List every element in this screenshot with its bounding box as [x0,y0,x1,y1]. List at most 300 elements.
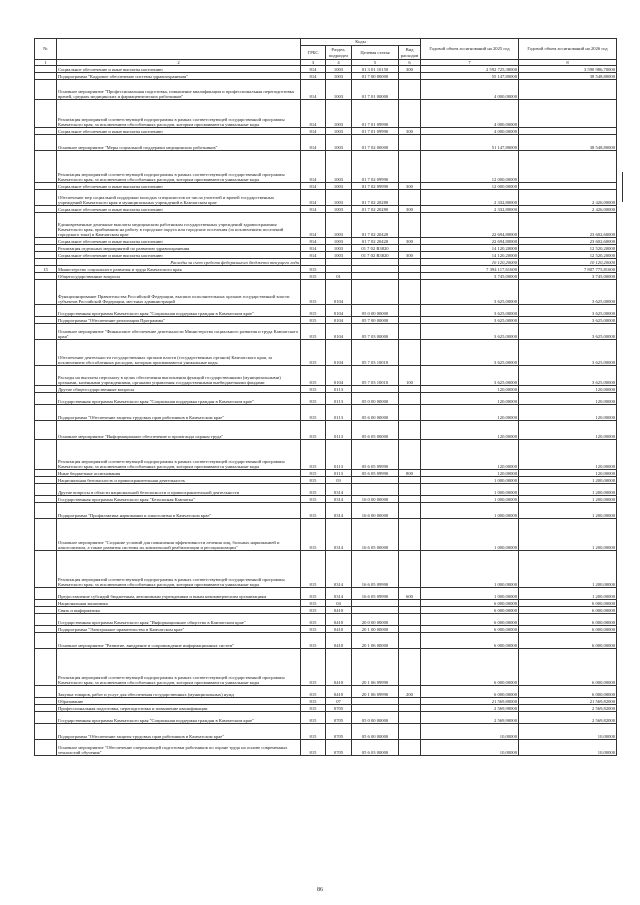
row-name: Национальная экономика [57,600,301,607]
row-amount-2026: 120,00000 [519,421,617,440]
row-name: Основное мероприятие "Профессиональная подготовка, повышение квалификации и профессиональная переподготовка врачей, средних медицинских и фармацевтических работников" [57,80,301,100]
row-expense-type: 300 [399,252,421,259]
row-expense-type [399,213,421,238]
row-expense-type: 800 [399,470,421,477]
header-index: 3 [301,60,326,66]
row-razdel: 1003 [326,128,352,135]
row-amount-2026: 6 000,00000 [519,633,617,649]
row-number [35,588,57,600]
row-razdel: 0104 [326,324,352,340]
row-amount-2026: 3 625,00000 [519,324,617,340]
row-razdel: 0410 [326,626,352,633]
row-name: Социальное обеспечение и иные выплаты населению [57,252,301,259]
table-row [35,484,617,496]
table-row [35,614,617,626]
row-expense-type [399,440,421,470]
table-row [35,100,617,128]
row-razdel: 0410 [326,614,352,626]
row-target-item: 05 7 03 10010 [352,340,399,366]
row-amount-2026: 12 520,20000 [519,245,617,252]
table-row [35,190,617,206]
row-target-item: 05 7 00 00000 [352,317,399,324]
row-number [35,626,57,633]
table-row [35,280,617,305]
row-amount-2026 [519,80,617,100]
row-grbs: 814 [301,128,326,135]
row-amount-2025: 1 000,00000 [421,496,519,503]
row-grbs: 815 [301,440,326,470]
row-number [35,698,57,705]
row-name: Основное мероприятие "Обеспечение опережающей подготовки работников по охране труда на основе современных технологий обучения" [57,740,301,756]
row-amount-2026: 12 520,20000 [519,252,617,259]
row-name: Государственная программа Камчатского края "Безопасная Камчатка" [57,496,301,503]
row-expense-type [399,698,421,705]
table-row [35,135,617,151]
row-number [35,317,57,324]
row-razdel: 0314 [326,496,352,503]
row-razdel: 0113 [326,470,352,477]
row-razdel: 0113 [326,405,352,421]
row-grbs: 814 [301,73,326,80]
table-row [35,626,617,633]
row-grbs: 815 [301,724,326,740]
row-amount-2025: 12 000,00000 [421,183,519,190]
row-grbs: 815 [301,705,326,712]
row-grbs: 815 [301,600,326,607]
row-amount-2025: 3 745,00000 [421,273,519,280]
row-number [35,405,57,421]
row-name: Социальное обеспечение и иные выплаты населению [57,206,301,213]
row-number [35,503,57,519]
table-row [35,440,617,470]
row-amount-2026: 21 569,82000 [519,698,617,705]
row-amount-2025: 22 694,80000 [421,213,519,238]
row-name: Образование [57,698,301,705]
row-name: Другие вопросы в области национальной безопасности и правоохранительной деятельности [57,484,301,496]
table-row [35,405,617,421]
table-row [35,151,617,183]
row-expense-type [399,280,421,305]
row-target-item: 16 0 00 00000 [352,496,399,503]
table-row [35,633,617,649]
row-target-item: 01 7 01 09990 [352,100,399,128]
row-amount-2025: 6 000,00000 [421,686,519,698]
row-grbs: 815 [301,496,326,503]
row-number [35,73,57,80]
row-expense-type [399,266,421,273]
row-amount-2026: 6 000,00000 [519,600,617,607]
row-number [35,724,57,740]
row-target-item: 16 6 05 00000 [352,519,399,551]
row-target-item [352,600,399,607]
row-amount-2025: 12 000,00000 [421,151,519,183]
row-amount-2025: 3 625,00000 [421,324,519,340]
row-grbs: 815 [301,551,326,588]
row-target-item: 01 7 00 00000 [352,73,399,80]
row-amount-2026: 10,00000 [519,724,617,740]
row-target-item: 05 7 03 00000 [352,324,399,340]
row-target-item: 20 1 06 09990 [352,686,399,698]
table-header [35,39,617,66]
row-name: Другие общегосударственные вопросы [57,386,301,393]
row-number [35,66,57,73]
row-amount-2025: 10,00000 [421,724,519,740]
row-amount-2025: 6 000,00000 [421,649,519,686]
row-grbs: 815 [301,588,326,600]
row-number [35,440,57,470]
row-expense-type [399,190,421,206]
row-razdel: 1003 [326,252,352,259]
row-name: Социальное обеспечение и иные выплаты населению [57,183,301,190]
row-grbs: 815 [301,305,326,317]
row-amount-2025: 6 000,00000 [421,614,519,626]
row-grbs: 815 [301,626,326,633]
row-grbs: 814 [301,183,326,190]
row-expense-type [399,245,421,252]
table-row [35,206,617,213]
row-grbs: 814 [301,245,326,252]
row-target-item: 05 6 05 09990 [352,440,399,470]
table-row [35,607,617,614]
row-name: Социальное обеспечение и иные выплаты населению [57,238,301,245]
row-amount-2025: 4 000,00000 [421,128,519,135]
row-razdel: 0410 [326,649,352,686]
row-number [35,551,57,588]
row-amount-2025: 10,00000 [421,740,519,756]
row-name: Социальное обеспечение и иные выплаты населению [57,66,301,73]
row-target-item: 01 7 01 09990 [352,128,399,135]
row-expense-type [399,649,421,686]
row-number [35,280,57,305]
row-amount-2025: 14 120,20000 [421,245,519,252]
row-amount-2025: 120,00000 [421,421,519,440]
row-number [35,305,57,317]
table-row [35,252,617,259]
row-grbs: 814 [301,238,326,245]
row-expense-type: 300 [399,206,421,213]
table-row [35,259,617,266]
row-razdel: 1003 [326,183,352,190]
row-grbs: 815 [301,649,326,686]
row-number [35,128,57,135]
row-grbs: 815 [301,340,326,366]
row-grbs: 815 [301,503,326,519]
row-target-item: 01 7 02 09990 [352,183,399,190]
row-target-item [352,607,399,614]
row-expense-type [399,705,421,712]
row-number [35,470,57,477]
row-razdel [326,259,352,266]
row-target-item: 16 6 05 09990 [352,551,399,588]
table-row [35,183,617,190]
row-target-item: 01 7 02 20280 [352,190,399,206]
row-expense-type [399,421,421,440]
row-name: Национальная безопасность и правоохранительная деятельность [57,477,301,484]
row-amount-2026: 120,00000 [519,470,617,477]
row-amount-2025: 3 625,00000 [421,340,519,366]
row-amount-2025: 2 569,90000 [421,705,519,712]
row-expense-type: 200 [399,686,421,698]
table-row [35,740,617,756]
row-amount-2025: 51 147,80000 [421,135,519,151]
table-row [35,649,617,686]
row-expense-type [399,551,421,588]
row-name: Подпрограмма "Кадровое обеспечение системы здравоохранения" [57,73,301,80]
row-name: Основное мероприятие "Развитие, внедрение и сопровождение информационных систем" [57,633,301,649]
row-number [35,80,57,100]
row-expense-type [399,496,421,503]
row-razdel: 01 [326,273,352,280]
row-target-item: 05 0 00 00000 [352,712,399,724]
row-amount-2026: 3 625,00000 [519,280,617,305]
row-expense-type [399,317,421,324]
row-amount-2025: 3 625,00000 [421,317,519,324]
header-expense-type: Вид расходов [399,46,421,60]
row-razdel: 0705 [326,705,352,712]
document-page [34,38,616,756]
row-amount-2026: 3 745,00000 [519,273,617,280]
row-name: Подпрограмма "Обеспечение защиты трудовых прав работников в Камчатском крае" [57,405,301,421]
row-expense-type [399,273,421,280]
row-grbs: 815 [301,607,326,614]
row-grbs: 815 [301,698,326,705]
row-grbs: 815 [301,484,326,496]
row-expense-type [399,73,421,80]
row-expense-type [399,614,421,626]
row-amount-2026: 1 200,00000 [519,503,617,519]
row-expense-type [399,100,421,128]
row-grbs: 814 [301,206,326,213]
row-number [35,686,57,698]
row-name: Реализация отдельных мероприятий по развитию здравоохранения [57,245,301,252]
row-grbs: 815 [301,519,326,551]
table-row [35,305,617,317]
row-amount-2026: 2 569,82000 [519,705,617,712]
row-razdel: 1003 [326,206,352,213]
row-amount-2026: 23 602,60000 [519,213,617,238]
header-grbs: ГРБС [301,46,326,60]
row-razdel: 1003 [326,151,352,183]
row-number [35,633,57,649]
row-amount-2025: 10 120,20000 [421,259,519,266]
row-razdel: 0410 [326,607,352,614]
row-razdel: 1003 [326,100,352,128]
row-target-item: 01 7 02 20280 [352,206,399,213]
row-grbs: 815 [301,266,326,273]
row-target-item [352,386,399,393]
row-amount-2026: 2 426,00000 [519,206,617,213]
row-amount-2025: 120,00000 [421,470,519,477]
table-row [35,712,617,724]
row-expense-type [399,135,421,151]
row-grbs: 815 [301,614,326,626]
row-amount-2025: 6 000,00000 [421,607,519,614]
header-index: 4 [326,60,352,66]
row-amount-2026: 6 000,00000 [519,626,617,633]
row-number [35,600,57,607]
table-row [35,324,617,340]
row-number [35,496,57,503]
row-name: Подпрограмма "Обеспечение реализации Программы" [57,317,301,324]
row-expense-type [399,484,421,496]
row-amount-2026: 1 200,00000 [519,477,617,484]
row-amount-2025: 55 147,80000 [421,73,519,80]
row-name: Функционирование Правительства Российской Федерации, высших исполнительных органов государственной власти субъектов Российской Федерации, местных администраций [57,280,301,305]
row-expense-type [399,393,421,405]
row-number [35,421,57,440]
row-amount-2026: 1 200,00000 [519,484,617,496]
header-codes: Коды [301,39,421,46]
table-row [35,80,617,100]
row-name: Реализация мероприятий соответствующей подпрограммы в рамках соответствующей государственной программы Камчатского края, за исключением обособленных расходов, которым присваиваются уникальные коды [57,551,301,588]
header-year-2026: Годовой объем ассигнований на 2026 год [519,39,617,60]
row-target-item: 01 7 02 20420 [352,238,399,245]
row-razdel: 0410 [326,633,352,649]
row-razdel: 1003 [326,73,352,80]
row-grbs: 815 [301,405,326,421]
row-amount-2025: 7 394 117,61600 [421,266,519,273]
row-expense-type: 300 [399,128,421,135]
row-grbs: 815 [301,740,326,756]
row-number [35,190,57,206]
row-amount-2025: 6 000,00000 [421,626,519,633]
table-row [35,393,617,405]
row-target-item: 20 1 00 00000 [352,626,399,633]
row-razdel: 0314 [326,588,352,600]
row-target-item: 05 7 03 10010 [352,366,399,386]
row-amount-2025: 22 694,80000 [421,238,519,245]
row-amount-2025: 4 000,00000 [421,100,519,128]
row-amount-2026: 6 000,00000 [519,614,617,626]
header-index: 8 [519,60,617,66]
row-expense-type [399,324,421,340]
row-target-item [352,705,399,712]
table-row [35,340,617,366]
row-razdel: 07 [326,698,352,705]
row-razdel: 0113 [326,421,352,440]
row-target-item [352,484,399,496]
row-razdel: 0113 [326,386,352,393]
row-name: Обеспечение мер социальной поддержки молодых специалистов из числа учителей и врачей государственных учреждений Камчатского края и муниципальных учреждений в Камчатском крае [57,190,301,206]
row-name: Реализация мероприятий соответствующей подпрограммы в рамках соответствующей государственной программы Камчатского края, за исключением обособленных расходов, которым присваиваются уникальные коды [57,151,301,183]
row-grbs: 814 [301,213,326,238]
row-amount-2026: 3 590 986,70000 [519,66,617,73]
row-target-item: 01 7 01 00000 [352,80,399,100]
row-amount-2025: 4 000,00000 [421,80,519,100]
row-target-item [352,273,399,280]
row-razdel: 1003 [326,66,352,73]
row-number [35,519,57,551]
header-index: 7 [421,60,519,66]
row-amount-2026 [519,183,617,190]
row-number [35,135,57,151]
row-number [35,366,57,386]
row-amount-2025: 1 000,00000 [421,519,519,551]
row-expense-type [399,600,421,607]
row-target-item: 20 1 06 09990 [352,649,399,686]
row-amount-2026: 120,00000 [519,393,617,405]
row-name: Государственная программа Камчатского края "Социальная поддержка граждан в Камчатском крае" [57,393,301,405]
row-target-item: 05 0 00 00000 [352,393,399,405]
row-amount-2026: 2 569,82000 [519,712,617,724]
row-amount-2026: 120,00000 [519,405,617,421]
row-target-item: 05 6 05 00000 [352,421,399,440]
row-amount-2026: 6 000,00000 [519,686,617,698]
row-number [35,740,57,756]
row-number [35,393,57,405]
row-amount-2026 [519,151,617,183]
row-number [35,477,57,484]
table-row [35,421,617,440]
header-index: 6 [399,60,421,66]
row-amount-2026: 6 000,00000 [519,607,617,614]
row-amount-2025: 2 592 725,38000 [421,66,519,73]
row-target-item: 01 3 01 10150 [352,66,399,73]
row-razdel: 0314 [326,484,352,496]
row-name: Основное мероприятие "Информационное обеспечение и пропаганда охраны труда" [57,421,301,440]
row-expense-type [399,626,421,633]
table-row [35,66,617,73]
row-name: Реализация мероприятий соответствующей подпрограммы в рамках соответствующей государственной программы Камчатского края, за исключением обособленных расходов, которым присваиваются уникальные коды [57,649,301,686]
row-grbs: 815 [301,421,326,440]
row-amount-2026: 1 200,00000 [519,588,617,600]
table-row [35,386,617,393]
row-amount-2025: 1 000,00000 [421,477,519,484]
row-expense-type [399,477,421,484]
row-name: Основное мероприятие "Меры социальной поддержки медицинских работников" [57,135,301,151]
row-expense-type [399,151,421,183]
row-name: Общегосударственные вопросы [57,273,301,280]
row-target-item: 01 7 02 20420 [352,213,399,238]
row-razdel: 0314 [326,519,352,551]
row-amount-2026: 120,00000 [519,440,617,470]
row-number [35,183,57,190]
row-number [35,259,57,266]
header-index: 1 [35,60,57,66]
row-grbs: 815 [301,273,326,280]
row-number [35,607,57,614]
row-razdel: 0113 [326,393,352,405]
row-amount-2025: 1 000,00000 [421,588,519,600]
row-razdel: 1003 [326,245,352,252]
row-amount-2026: 3 625,00000 [519,366,617,386]
row-amount-2026: 1 200,00000 [519,551,617,588]
row-amount-2026: 23 602,60000 [519,238,617,245]
table-row [35,213,617,238]
row-grbs: 815 [301,386,326,393]
row-name: Профессиональная подготовка, переподготовка и повышение квалификации [57,705,301,712]
row-number [35,614,57,626]
row-amount-2025: 120,00000 [421,393,519,405]
row-number [35,206,57,213]
row-number [35,386,57,393]
row-amount-2025: 2 332,80000 [421,190,519,206]
row-number [35,238,57,245]
table-row [35,551,617,588]
row-target-item: 20 1 06 00000 [352,633,399,649]
table-row [35,128,617,135]
row-amount-2026: 38 548,80000 [519,73,617,80]
table-body [35,66,617,756]
row-razdel: 0104 [326,280,352,305]
row-amount-2025: 6 000,00000 [421,600,519,607]
row-name: Закупка товаров, работ и услуг для обеспечения государственных (муниципальных) нужд [57,686,301,698]
row-expense-type: 300 [399,183,421,190]
row-expense-type [399,340,421,366]
row-grbs: 814 [301,80,326,100]
row-name: Предоставление субсидий бюджетным, автономным учреждениям и иным некоммерческим организациям [57,588,301,600]
row-expense-type [399,80,421,100]
